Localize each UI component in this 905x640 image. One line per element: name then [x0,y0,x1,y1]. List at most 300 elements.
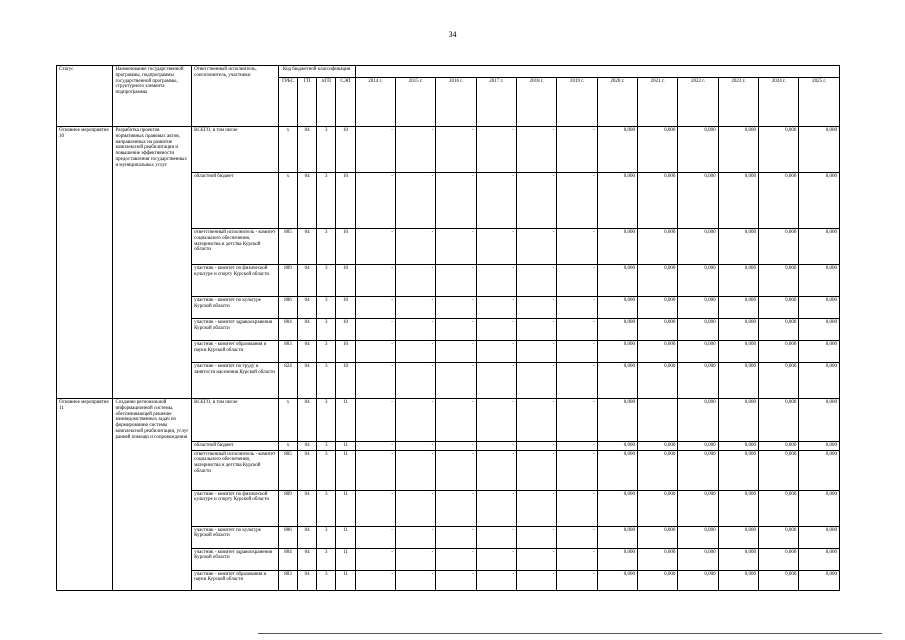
value-cell: - [395,399,435,442]
code-gp-cell: 04 [298,450,317,490]
value-cell [637,399,677,442]
value-cell: - [476,127,516,173]
status-cell [57,570,113,590]
value-cell: - [395,173,435,229]
name-cell [113,450,192,490]
value-cell: 0,000 [637,319,677,341]
code-grbs-cell: 803 [278,341,297,363]
header-code-sep: СЭП [336,78,355,127]
value-cell: - [355,441,395,450]
value-cell: - [557,441,597,450]
value-cell: 0,000 [759,441,799,450]
value-cell: 0,000 [597,526,637,548]
value-cell: - [516,341,556,363]
value-cell: - [516,127,556,173]
value-cell: - [476,450,516,490]
executor-cell: ВСЕГО, в том числе [192,399,279,442]
status-cell [57,297,113,319]
value-cell: 0,000 [759,173,799,229]
table-row [57,229,840,265]
code-grbs-cell: x [278,173,297,229]
value-cell: 0,000 [718,399,758,442]
value-cell: - [557,450,597,490]
value-cell: 0,000 [759,399,799,442]
code-gp-cell: 04 [298,319,317,341]
value-cell: 0,000 [597,399,637,442]
code-grbs-cell: 809 [278,265,297,297]
value-cell: 0,000 [597,341,637,363]
code-pgp-cell: 3 [317,548,336,570]
value-cell: - [557,127,597,173]
value-cell: - [476,490,516,526]
executor-cell: участник - комитет по физической культуре и спорту Курской области [192,265,279,297]
code-gp-cell: 04 [298,297,317,319]
table-body [57,127,840,591]
value-cell: 0,000 [597,548,637,570]
page-number: 34 [448,30,457,39]
value-cell: - [516,265,556,297]
value-cell: 0,000 [637,441,677,450]
executor-cell: ВСЕГО, в том числе [192,127,279,173]
table-row [57,319,840,341]
code-pgp-cell: 3 [317,399,336,442]
value-cell: 0,000 [718,363,758,399]
code-pgp-cell: 3 [317,265,336,297]
value-cell: - [355,363,395,399]
executor-cell: областной бюджет [192,441,279,450]
value-cell: - [355,490,395,526]
status-cell [57,450,113,490]
value-cell: - [557,570,597,590]
header-year: 2018 г. [516,78,556,127]
value-cell: - [557,173,597,229]
value-cell: 0,000 [799,341,840,363]
header-year: 2017 г. [476,78,516,127]
executor-cell: участник - комитет по культуре Курской области [192,297,279,319]
value-cell: 0,000 [759,265,799,297]
value-cell: - [436,297,476,319]
code-gp-cell: 04 [298,399,317,442]
value-cell: - [436,490,476,526]
status-cell: Основное мероприятие 10 [57,127,113,173]
code-pgp-cell: 3 [317,297,336,319]
code-sep-cell: 10 [336,173,355,229]
value-cell: 0,000 [718,548,758,570]
value-cell: 0,000 [799,399,840,442]
executor-cell: областной бюджет [192,173,279,229]
code-sep-cell: 11 [336,399,355,442]
executor-cell: ответственный исполнитель - комитет социального обеспечения, материнства и детства Курской области [192,229,279,265]
value-cell: 0,000 [678,319,718,341]
name-cell [113,526,192,548]
table-row [57,265,840,297]
value-cell: 0,000 [799,526,840,548]
value-cell: 0,000 [799,173,840,229]
code-grbs-cell: 809 [278,490,297,526]
value-cell: - [436,265,476,297]
value-cell: - [436,450,476,490]
value-cell: 0,000 [678,548,718,570]
value-cell: 0,000 [678,297,718,319]
value-cell: 0,000 [678,173,718,229]
value-cell: - [476,441,516,450]
value-cell: - [516,229,556,265]
value-cell: 0,000 [678,363,718,399]
value-cell: - [557,548,597,570]
value-cell: 0,000 [759,319,799,341]
value-cell: 0,000 [637,570,677,590]
header-budget-code: Код бюджетной классификации [278,66,355,78]
code-sep-cell: 11 [336,526,355,548]
value-cell: 0,000 [799,450,840,490]
value-cell: - [476,297,516,319]
value-cell: 0,000 [718,526,758,548]
name-cell [113,229,192,265]
header-years-span [355,66,839,78]
code-sep-cell: 11 [336,490,355,526]
value-cell: - [355,570,395,590]
value-cell: 0,000 [718,319,758,341]
value-cell: - [557,265,597,297]
value-cell: - [395,570,435,590]
code-grbs-cell: x [278,399,297,442]
header-year: 2016 г. [436,78,476,127]
code-pgp-cell: 3 [317,319,336,341]
value-cell: 0,000 [678,341,718,363]
value-cell: 0,000 [637,265,677,297]
value-cell: - [436,341,476,363]
code-sep-cell: 11 [336,570,355,590]
value-cell: - [395,341,435,363]
value-cell: 0,000 [597,297,637,319]
value-cell: - [355,229,395,265]
value-cell: 0,000 [678,127,718,173]
value-cell: 0,000 [637,363,677,399]
value-cell: 0,000 [637,526,677,548]
value-cell: - [355,526,395,548]
value-cell: 0,000 [718,490,758,526]
status-cell [57,265,113,297]
code-sep-cell: 10 [336,363,355,399]
value-cell: 0,000 [799,127,840,173]
header-year: 2022 г. [678,78,718,127]
bottom-rule [258,633,882,634]
code-gp-cell: 04 [298,490,317,526]
value-cell: 0,000 [678,526,718,548]
value-cell: - [516,319,556,341]
value-cell: - [516,441,556,450]
value-cell: - [436,127,476,173]
value-cell: 0,000 [597,319,637,341]
value-cell: - [436,319,476,341]
executor-cell: участник - комитет здравоохранения Курской области [192,319,279,341]
value-cell: - [516,450,556,490]
value-cell: - [516,490,556,526]
value-cell: - [476,548,516,570]
value-cell: - [516,173,556,229]
code-pgp-cell: 3 [317,229,336,265]
table-row [57,548,840,570]
value-cell: 0,000 [799,229,840,265]
code-grbs-cell: 805 [278,450,297,490]
code-sep-cell: 10 [336,127,355,173]
value-cell: 0,000 [678,570,718,590]
executor-cell: участник - комитет по труду и занятости населения Курской области [192,363,279,399]
value-cell: 0,000 [678,441,718,450]
value-cell: - [476,526,516,548]
code-grbs-cell: 806 [278,297,297,319]
value-cell: 0,000 [759,363,799,399]
header-code-pgp: пГП [317,78,336,127]
value-cell: 0,000 [637,490,677,526]
value-cell: 0,000 [597,441,637,450]
value-cell: - [476,265,516,297]
value-cell: - [557,399,597,442]
table-row [57,127,840,173]
value-cell: - [476,173,516,229]
value-cell: 0,000 [799,363,840,399]
status-cell [57,173,113,229]
value-cell: 0,000 [718,127,758,173]
value-cell: 0,000 [759,127,799,173]
code-pgp-cell: 3 [317,490,336,526]
code-grbs-cell: 805 [278,229,297,265]
header-year: 2015 г. [395,78,435,127]
value-cell: - [355,450,395,490]
code-sep-cell: 10 [336,319,355,341]
status-cell [57,319,113,341]
value-cell: 0,000 [718,265,758,297]
value-cell: 0,000 [597,229,637,265]
value-cell: 0,000 [759,450,799,490]
value-cell: - [395,297,435,319]
code-grbs-cell: 804 [278,548,297,570]
code-gp-cell: 04 [298,548,317,570]
name-cell [113,319,192,341]
code-grbs-cell: x [278,441,297,450]
value-cell: 0,000 [759,297,799,319]
table-row [57,526,840,548]
status-cell [57,229,113,265]
status-cell [57,363,113,399]
value-cell: - [516,363,556,399]
value-cell: - [516,297,556,319]
code-pgp-cell: 3 [317,570,336,590]
value-cell: 0,000 [678,450,718,490]
executor-cell: участник - комитет по культуре Курской области [192,526,279,548]
value-cell: 0,000 [799,297,840,319]
value-cell: - [395,265,435,297]
value-cell: - [436,548,476,570]
name-cell: Создание региональной информационной системы, обеспечивающей решение межведомственных задач по формированию системы комплексной реабилитации, услуг ранней помощи и сопровождения [113,399,192,442]
value-cell: 0,000 [799,490,840,526]
code-gp-cell: 04 [298,341,317,363]
header-year: 2021 г. [637,78,677,127]
value-cell: - [436,526,476,548]
name-cell [113,363,192,399]
value-cell: - [516,548,556,570]
name-cell [113,297,192,319]
header-year: 2019 г. [557,78,597,127]
header-year: 2024 г. [759,78,799,127]
value-cell: - [557,490,597,526]
header-year: 2023 г. [718,78,758,127]
header-name: Наименование государственной программы, подпрограммы государственной программы, структурного элемента подпрограммы [113,66,192,127]
value-cell: 0,000 [678,265,718,297]
value-cell: 0,000 [759,548,799,570]
code-gp-cell: 04 [298,441,317,450]
status-cell [57,341,113,363]
budget-table [56,65,840,591]
code-sep-cell: 11 [336,450,355,490]
table-row [57,363,840,399]
value-cell: 0,000 [759,341,799,363]
code-gp-cell: 04 [298,173,317,229]
value-cell: - [355,173,395,229]
executor-cell: участник - комитет образования и науки Курской области [192,341,279,363]
value-cell: - [395,490,435,526]
value-cell: - [516,526,556,548]
code-pgp-cell: 3 [317,127,336,173]
value-cell: 0,000 [597,570,637,590]
value-cell: 0,000 [759,229,799,265]
value-cell: 0,000 [637,548,677,570]
code-sep-cell: 10 [336,265,355,297]
code-sep-cell: 10 [336,229,355,265]
value-cell: - [436,229,476,265]
value-cell: - [557,526,597,548]
value-cell: - [355,399,395,442]
table-row [57,570,840,590]
value-cell: 0,000 [637,450,677,490]
code-gp-cell: 04 [298,363,317,399]
value-cell: 0,000 [799,548,840,570]
code-pgp-cell: 3 [317,173,336,229]
value-cell: 0,000 [718,297,758,319]
name-cell [113,490,192,526]
code-pgp-cell: 3 [317,526,336,548]
code-grbs-cell: 803 [278,570,297,590]
executor-cell: ответственный исполнитель - комитет социального обеспечения, материнства и детства Курской области [192,450,279,490]
table-row [57,297,840,319]
value-cell: - [557,319,597,341]
name-cell: Разработка проектов нормативных правовых актов, направленных на развитие комплексной реабилитации и повышение эффективности предоставления государственных и муниципальных услуг [113,127,192,173]
name-cell [113,570,192,590]
code-sep-cell: 11 [336,441,355,450]
value-cell: 0,000 [718,173,758,229]
status-cell [57,441,113,450]
code-pgp-cell: 3 [317,363,336,399]
value-cell: 0,000 [678,229,718,265]
name-cell [113,173,192,229]
header-year: 2014 г. [355,78,395,127]
value-cell: - [436,570,476,590]
header-year: 2020 г. [597,78,637,127]
value-cell: - [395,450,435,490]
value-cell: - [436,441,476,450]
value-cell: 0,000 [637,173,677,229]
value-cell: 0,000 [678,399,718,442]
value-cell: - [557,297,597,319]
table-row [57,441,840,450]
value-cell: 0,000 [637,297,677,319]
code-gp-cell: 04 [298,265,317,297]
value-cell: - [436,363,476,399]
code-pgp-cell: 3 [317,341,336,363]
value-cell: - [355,297,395,319]
value-cell: 0,000 [799,441,840,450]
code-gp-cell: 04 [298,229,317,265]
header-code-grbs: ГРБС [278,78,297,127]
code-grbs-cell: 804 [278,319,297,341]
table-row [57,490,840,526]
value-cell: 0,000 [718,570,758,590]
value-cell: 0,000 [678,490,718,526]
status-cell: Основное мероприятие 11 [57,399,113,442]
header-code-gp: ГП [298,78,317,127]
status-cell [57,548,113,570]
name-cell [113,341,192,363]
code-sep-cell: 11 [336,548,355,570]
value-cell: 0,000 [718,341,758,363]
value-cell: - [557,363,597,399]
executor-cell: участник - комитет по физической культуре и спорту Курской области [192,490,279,526]
value-cell: - [395,441,435,450]
value-cell: - [436,173,476,229]
code-grbs-cell: 806 [278,526,297,548]
value-cell: 0,000 [597,363,637,399]
value-cell: - [557,341,597,363]
code-grbs-cell: x [278,127,297,173]
value-cell: - [476,399,516,442]
code-gp-cell: 04 [298,526,317,548]
header-year: 2025 г. [799,78,840,127]
value-cell: 0,000 [718,450,758,490]
value-cell: 0,000 [759,490,799,526]
status-cell [57,490,113,526]
value-cell: 0,000 [718,229,758,265]
value-cell: 0,000 [597,265,637,297]
value-cell: - [476,570,516,590]
value-cell: 0,000 [799,265,840,297]
name-cell [113,441,192,450]
value-cell: 0,000 [759,526,799,548]
value-cell: - [436,399,476,442]
value-cell: - [476,363,516,399]
value-cell: 0,000 [759,570,799,590]
value-cell: - [395,363,435,399]
value-cell: 0,000 [597,173,637,229]
code-sep-cell: 10 [336,341,355,363]
value-cell: - [516,399,556,442]
table-row [57,450,840,490]
table-row [57,173,840,229]
value-cell: - [476,341,516,363]
value-cell: 0,000 [718,441,758,450]
code-pgp-cell: 3 [317,441,336,450]
code-sep-cell: 10 [336,297,355,319]
value-cell: - [355,548,395,570]
value-cell: - [557,229,597,265]
value-cell: 0,000 [637,341,677,363]
table-row [57,341,840,363]
value-cell: 0,000 [799,570,840,590]
status-cell [57,526,113,548]
header-status: Статус [57,66,113,127]
code-gp-cell: 04 [298,127,317,173]
value-cell: 0,000 [597,490,637,526]
value-cell: 0,000 [637,127,677,173]
